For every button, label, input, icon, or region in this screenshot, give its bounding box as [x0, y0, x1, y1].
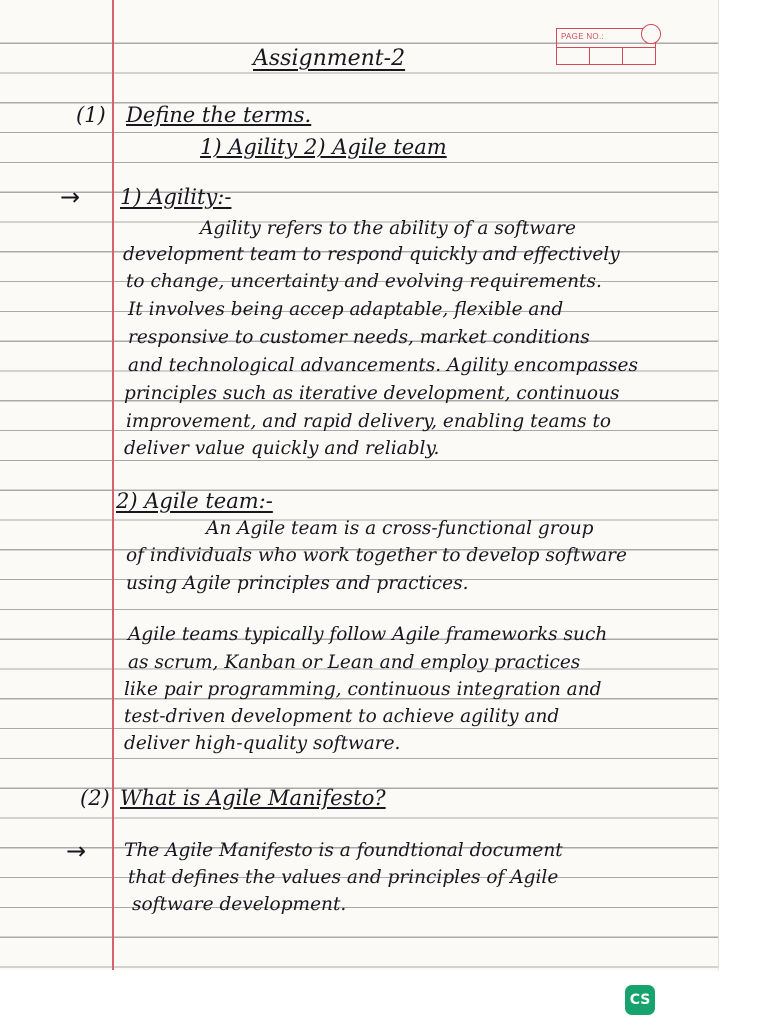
- agility-line: It involves being accep adaptable, flexible and: [128, 299, 564, 320]
- agile-team-line: using Agile principles and practices.: [126, 573, 469, 594]
- page-number-box: [556, 28, 656, 65]
- page-title: Assignment-2: [253, 46, 406, 71]
- agile-team-line: deliver high-quality software.: [124, 733, 401, 754]
- q1-question: Define the terms.: [126, 103, 312, 127]
- agility-line: development team to respond quickly and effectively: [123, 244, 620, 265]
- agile-team-line: An Agile team is a cross-functional group: [206, 518, 594, 539]
- camscanner-logo-icon: CS: [625, 985, 655, 1015]
- arrow-icon: →: [60, 183, 81, 211]
- agility-line: improvement, and rapid delivery, enabling teams to: [126, 411, 612, 432]
- agile-team-line: as scrum, Kanban or Lean and employ practices: [128, 652, 581, 673]
- agility-line: Agility refers to the ability of a software: [200, 218, 576, 239]
- agility-line: to change, uncertainty and evolving requirements.: [126, 271, 602, 292]
- agile-team-line: of individuals who work together to develop software: [126, 545, 627, 566]
- q2-question: What is Agile Manifesto?: [120, 786, 386, 810]
- q2-number: (2): [80, 786, 110, 810]
- agility-line: responsive to customer needs, market conditions: [128, 327, 590, 348]
- agile-team-line: test-driven development to achieve agility and: [124, 706, 560, 727]
- q1-subterms: 1) Agility 2) Agile team: [200, 135, 447, 159]
- q2-answer-line: The Agile Manifesto is a foundtional document: [124, 840, 563, 861]
- margin-line: [112, 0, 114, 970]
- agile-team-heading: 2) Agile team:-: [116, 489, 273, 513]
- agility-line: deliver value quickly and reliably.: [124, 438, 440, 459]
- q2-answer-line: software development.: [132, 894, 347, 915]
- agility-line: and technological advancements. Agility encompasses: [128, 355, 638, 376]
- page-number-label: PAGE NO.:: [561, 32, 605, 41]
- notebook-logo-icon: [641, 24, 661, 44]
- agility-line: principles such as iterative development, continuous: [124, 383, 620, 404]
- agility-heading: 1) Agility:-: [120, 185, 232, 209]
- q2-answer-line: that defines the values and principles of Agile: [128, 867, 559, 888]
- agile-team-line: Agile teams typically follow Agile frameworks such: [128, 624, 608, 645]
- q1-number: (1): [76, 103, 106, 127]
- arrow-icon: →: [66, 837, 87, 865]
- agile-team-line: like pair programming, continuous integration and: [124, 679, 602, 700]
